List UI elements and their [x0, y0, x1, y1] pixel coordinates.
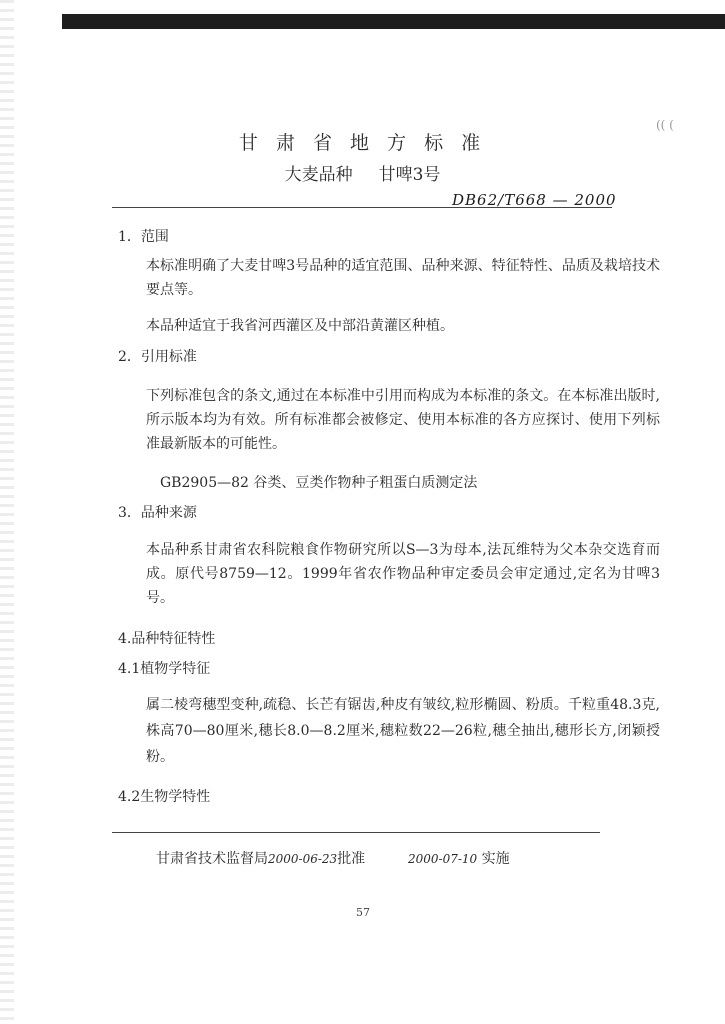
paragraph-references: 下列标准包含的条文,通过在本标准中引用而构成为本标准的条文。在本标准出版时,所示版本均为有效。所有标准都会被修定、使用本标准的各方应探讨、使用下列标准最新版本的可能性。 — [146, 388, 660, 452]
subtitle-variety: 甘啤3号 — [378, 165, 441, 185]
paragraph-scope: 本标准明确了大麦甘啤3号品种的适宜范围、品种来源、特征特性、品质及栽培技术要点等。 — [146, 258, 660, 298]
standard-title: 甘 肃 省 地 方 标 准 — [238, 132, 487, 154]
section-heading-characteristics: 4.品种特征特性 — [118, 631, 216, 647]
approval-label: 批准 — [337, 851, 366, 867]
effective-date: 2000-07-10 — [408, 852, 478, 866]
page-number: 57 — [356, 906, 370, 919]
section-heading-origin: 3．品种来源 — [118, 505, 197, 521]
section-heading-botanical: 4.1植物学特征 — [118, 661, 211, 677]
section-heading-scope: 1．范围 — [118, 229, 169, 245]
effective-label: 实施 — [481, 851, 510, 867]
standard-subtitle — [0, 160, 725, 185]
section-heading-biological: 4.2生物学特性 — [118, 789, 211, 805]
paragraph-origin: 本品种系甘肃省农科院粮食作物研究所以S—3为母本,法瓦维特为父本杂交选育而成。原代号8759—12。1999年省农作物品种审定委员会审定通过,定名为甘啤3号。 — [146, 542, 660, 606]
scan-top-border — [62, 14, 725, 29]
header-divider — [112, 207, 612, 208]
paragraph-botanical: 属二棱弯穗型变种,疏稳、长芒有锯齿,种皮有皱纹,粒形椭圆、粉质。千粒重48.3克,株高70—80厘米,穗长8.0—8.2厘米,穗粒数22—26粒,穗全抽出,穗形长方,闭颖授粉。 — [146, 697, 660, 765]
margin-mark: (( ( — [656, 118, 674, 132]
section-heading-references: 2．引用标准 — [118, 349, 197, 365]
effective-line — [408, 848, 510, 868]
approval-line — [156, 848, 365, 868]
issuing-authority: 甘肃省技术监督局 — [156, 851, 268, 867]
approval-date: 2000-06-23 — [268, 852, 338, 866]
subtitle-category: 大麦品种 — [284, 165, 353, 185]
document-number: DB62/T668 — 2000 — [452, 191, 617, 209]
footer-divider — [112, 832, 600, 833]
referenced-standard: GB2905—82 谷类、豆类作物种子粗蛋白质测定法 — [160, 475, 478, 491]
paragraph-region: 本品种适宜于我省河西灌区及中部沿黄灌区种植。 — [146, 318, 454, 334]
